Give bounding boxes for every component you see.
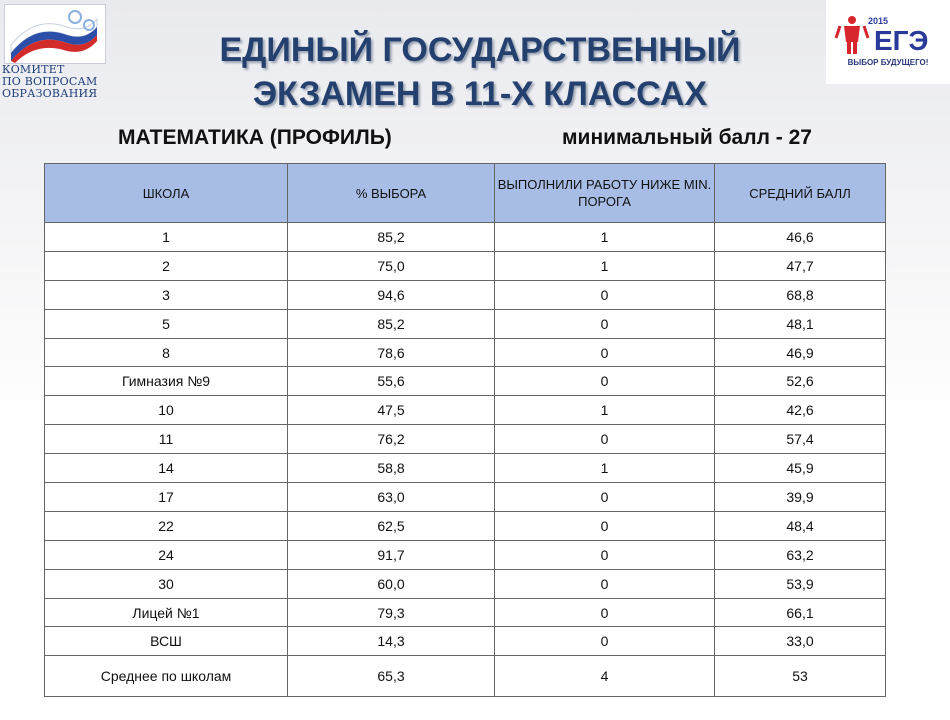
cell-average-score: 47,7 bbox=[715, 251, 886, 280]
cell-choice-percent: 75,0 bbox=[288, 251, 495, 280]
cell-school: Среднее по школам bbox=[45, 656, 288, 697]
table-row bbox=[45, 338, 886, 367]
cell-below-min: 1 bbox=[495, 454, 715, 483]
cell-below-min: 0 bbox=[495, 598, 715, 627]
cell-choice-percent: 63,0 bbox=[288, 483, 495, 512]
cell-average-score: 45,9 bbox=[715, 454, 886, 483]
title-line-2: ЭКЗАМЕН В 11-Х КЛАССАХ bbox=[252, 75, 708, 113]
cell-average-score: 68,8 bbox=[715, 280, 886, 309]
table-row bbox=[45, 454, 886, 483]
cell-choice-percent: 55,6 bbox=[288, 367, 495, 396]
cell-school: 17 bbox=[45, 483, 288, 512]
header-choice-percent: % ВЫБОРА bbox=[288, 164, 495, 223]
header-below-min: ВЫПОЛНИЛИ РАБОТУ НИЖЕ MIN. ПОРОГА bbox=[495, 164, 715, 223]
ege-2015-logo-icon bbox=[834, 12, 944, 56]
cell-average-score: 63,2 bbox=[715, 540, 886, 569]
cell-below-min: 0 bbox=[495, 367, 715, 396]
table-row bbox=[45, 540, 886, 569]
cell-choice-percent: 78,6 bbox=[288, 338, 495, 367]
cell-school: ВСШ bbox=[45, 627, 288, 656]
cell-below-min: 0 bbox=[495, 627, 715, 656]
cell-average-score: 53,9 bbox=[715, 569, 886, 598]
table-row bbox=[45, 598, 886, 627]
subject-label: МАТЕМАТИКА (ПРОФИЛЬ) bbox=[118, 126, 392, 149]
cell-school: 5 bbox=[45, 309, 288, 338]
cell-school: 11 bbox=[45, 425, 288, 454]
page-title bbox=[120, 28, 840, 116]
table-row bbox=[45, 511, 886, 540]
table-row bbox=[45, 280, 886, 309]
cell-choice-percent: 65,3 bbox=[288, 656, 495, 697]
committee-logo bbox=[0, 0, 112, 110]
cell-average-score: 33,0 bbox=[715, 627, 886, 656]
svg-text:2015: 2015 bbox=[868, 16, 889, 26]
cell-average-score: 48,1 bbox=[715, 309, 886, 338]
cell-school: Гимназия №9 bbox=[45, 367, 288, 396]
cell-below-min: 0 bbox=[495, 511, 715, 540]
cell-average-score: 42,6 bbox=[715, 396, 886, 425]
table-row bbox=[45, 309, 886, 338]
cell-school: 24 bbox=[45, 540, 288, 569]
header-average-score: СРЕДНИЙ БАЛЛ bbox=[715, 164, 886, 223]
svg-text:ЕГЭ: ЕГЭ bbox=[874, 25, 929, 56]
header-school: ШКОЛА bbox=[45, 164, 288, 223]
cell-school: 22 bbox=[45, 511, 288, 540]
cell-school: 8 bbox=[45, 338, 288, 367]
table-header-row bbox=[45, 164, 886, 223]
cell-average-score: 57,4 bbox=[715, 425, 886, 454]
cell-choice-percent: 94,6 bbox=[288, 280, 495, 309]
cell-below-min: 1 bbox=[495, 251, 715, 280]
cell-below-min: 4 bbox=[495, 656, 715, 697]
cell-choice-percent: 14,3 bbox=[288, 627, 495, 656]
cell-below-min: 1 bbox=[495, 396, 715, 425]
table-row bbox=[45, 569, 886, 598]
committee-name: КОМИТЕТ ПО ВОПРОСАМ ОБРАЗОВАНИЯ bbox=[2, 63, 98, 100]
results-table bbox=[44, 163, 886, 697]
table-row bbox=[45, 483, 886, 512]
cell-choice-percent: 91,7 bbox=[288, 540, 495, 569]
cell-choice-percent: 79,3 bbox=[288, 598, 495, 627]
ege-slogan: ВЫБОР БУДУЩЕГО! bbox=[847, 58, 929, 67]
table-row bbox=[45, 396, 886, 425]
cell-school: 10 bbox=[45, 396, 288, 425]
table-row bbox=[45, 223, 886, 252]
cell-school: 1 bbox=[45, 223, 288, 252]
cell-choice-percent: 60,0 bbox=[288, 569, 495, 598]
table-row-average bbox=[45, 656, 886, 697]
cell-average-score: 52,6 bbox=[715, 367, 886, 396]
cell-school: Лицей №1 bbox=[45, 598, 288, 627]
cell-below-min: 0 bbox=[495, 280, 715, 309]
cell-average-score: 46,6 bbox=[715, 223, 886, 252]
table-row bbox=[45, 425, 886, 454]
cell-below-min: 0 bbox=[495, 569, 715, 598]
cell-school: 30 bbox=[45, 569, 288, 598]
cell-choice-percent: 85,2 bbox=[288, 309, 495, 338]
cell-below-min: 0 bbox=[495, 540, 715, 569]
cell-below-min: 0 bbox=[495, 425, 715, 454]
cell-below-min: 0 bbox=[495, 338, 715, 367]
russian-flag-icon bbox=[4, 4, 106, 64]
table-row bbox=[45, 627, 886, 656]
ege-logo bbox=[826, 0, 950, 84]
cell-school: 14 bbox=[45, 454, 288, 483]
cell-choice-percent: 62,5 bbox=[288, 511, 495, 540]
cell-average-score: 53 bbox=[715, 656, 886, 697]
cell-below-min: 1 bbox=[495, 223, 715, 252]
min-score-label: минимальный балл - 27 bbox=[562, 126, 812, 149]
cell-average-score: 46,9 bbox=[715, 338, 886, 367]
table-row bbox=[45, 251, 886, 280]
cell-choice-percent: 85,2 bbox=[288, 223, 495, 252]
cell-average-score: 66,1 bbox=[715, 598, 886, 627]
cell-average-score: 48,4 bbox=[715, 511, 886, 540]
cell-choice-percent: 47,5 bbox=[288, 396, 495, 425]
cell-choice-percent: 76,2 bbox=[288, 425, 495, 454]
cell-school: 2 bbox=[45, 251, 288, 280]
cell-choice-percent: 58,8 bbox=[288, 454, 495, 483]
cell-school: 3 bbox=[45, 280, 288, 309]
table-row bbox=[45, 367, 886, 396]
cell-below-min: 0 bbox=[495, 483, 715, 512]
cell-average-score: 39,9 bbox=[715, 483, 886, 512]
cell-below-min: 0 bbox=[495, 309, 715, 338]
title-line-1: ЕДИНЫЙ ГОСУДАРСТВЕННЫЙ bbox=[219, 31, 741, 69]
